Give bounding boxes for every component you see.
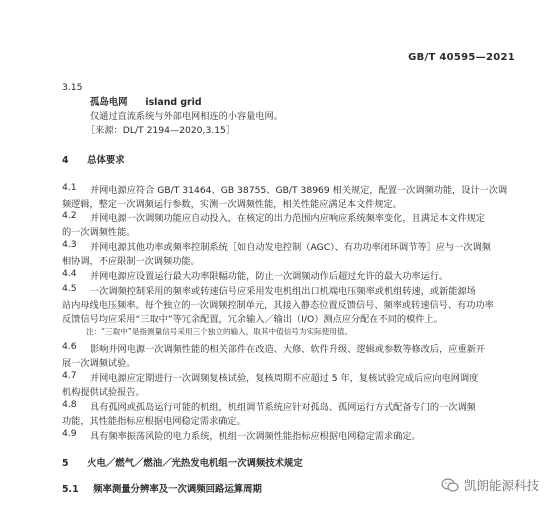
clause-4-1-line-1: 并网电源应符合 GB/T 31464、GB 38755、GB/T 38969 相关规定，配置一次调频功能，设计一次调 [90, 185, 508, 196]
clause-4-5-line-3: 反馈信号均应采用“三取中”等冗余配置，冗余输入／输出（I/O）测点应分配在不同的模件上。 [62, 314, 443, 325]
clause-4-8-line-2: 功能，其性能指标应根据电网稳定需求确定。 [62, 416, 246, 427]
clause-4-5-line-1: 一次调频控制采用的频率或转速信号应采用发电机组出口机端电压频率或机组转速，或新能源场 [90, 286, 476, 297]
clause-4-6-number: 4.6 [62, 341, 77, 352]
clause-4-7-number: 4.7 [62, 370, 77, 381]
clause-4-7-line-2: 机构提供试验报告。 [62, 387, 145, 398]
clause-4-3-line-1: 并网电源其他功率或频率控制系统［如自动发电控制（AGC）、有功功率闭环调节等］应与一次调频 [90, 242, 491, 253]
standard-number: GB/T 40595—2021 [408, 52, 515, 63]
section-5-1-title: 频率测量分辨率及一次调频回路运算周期 [93, 484, 262, 495]
watermark-text: 凯朗能源科技 [463, 478, 539, 493]
term-title-en: island grid [145, 97, 202, 108]
clause-4-4-line-1: 并网电源应设置运行最大功率限幅功能，防止一次调频动作后超过允许的最大功率运行。 [90, 271, 449, 282]
clause-4-5-line-2: 站内母线电压频率。每个独立的一次调频控制单元，其接入静态位置反馈信号、频率或转速信号、有功功率 [62, 300, 494, 311]
clause-4-5-number: 4.5 [62, 283, 77, 294]
clause-4-6-line-1: 影响并网电源一次调频性能的相关部件在改造、大修、软件升级、逻辑或参数等修改后，应重新开 [90, 344, 486, 355]
clause-4-8-line-1: 具有孤网或孤岛运行可能的机组，机组调节系统应针对孤岛、孤网运行方式配备专门的一次调频 [90, 402, 476, 413]
section-4-heading [62, 155, 125, 167]
clause-4-2-line-1: 并网电源一次调频功能应自动投入，在核定的出力范围内应响应系统频率变化，且满足本文件规定 [90, 213, 486, 224]
wechat-icon [441, 478, 459, 492]
note: 注：“三取中”是指测量信号采用三个独立的输入，取其中值信号为实际使用值。 [86, 327, 353, 336]
section-5-title: 火电／燃气／燃油／光热发电机组一次调频技术规定 [87, 458, 303, 469]
term-source: ［来源：DL/T 2194—2020,3.15］ [86, 125, 236, 136]
clause-4-8-number: 4.8 [62, 399, 77, 410]
section-4-title: 总体要求 [87, 155, 125, 166]
clause-4-4-number: 4.4 [62, 268, 77, 279]
clause-4-3-number: 4.3 [62, 239, 77, 250]
clause-4-6-line-2: 展一次调频试验。 [62, 358, 136, 369]
watermark [441, 476, 539, 494]
clause-4-2-line-2: 的一次调频性能。 [62, 227, 136, 238]
term-title [90, 97, 202, 109]
clause-4-3-line-2: 相协调，不应限制一次调频功能。 [62, 256, 200, 267]
section-5-number: 5 [62, 458, 69, 469]
term-title-cn: 孤岛电网 [90, 97, 128, 108]
clause-4-1-line-2: 频逻辑，整定一次调频运行参数，实测一次调频性能，相关性能应满足本文件规定。 [62, 199, 402, 210]
section-5-heading [62, 458, 303, 470]
section-4-number: 4 [62, 155, 69, 166]
clause-4-2-number: 4.2 [62, 210, 77, 221]
clause-4-7-line-1: 并网电源应定期进行一次调频复核试验，复核周期不应超过 5 年，复核试验完成后应向电网调度 [90, 373, 479, 384]
clause-4-9-line-1: 具有频率振荡风险的电力系统，机组一次调频性能指标应根据电网稳定需求确定。 [90, 431, 421, 442]
clause-4-1-number: 4.1 [62, 182, 77, 193]
term-number: 3.15 [62, 82, 83, 93]
clause-4-9-number: 4.9 [62, 428, 77, 439]
section-5-1-heading [62, 484, 262, 496]
term-definition: 仅通过直流系统与外部电网相连的小容量电网。 [90, 111, 283, 122]
section-5-1-number: 5.1 [62, 484, 79, 495]
